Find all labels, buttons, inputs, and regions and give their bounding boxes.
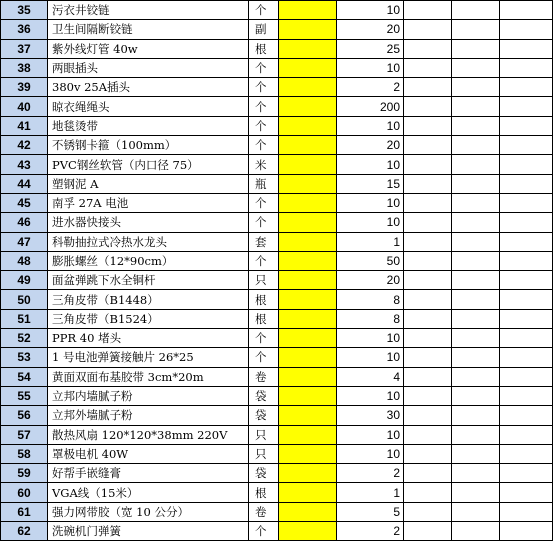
- item-name-cell[interactable]: 膨胀螺丝（12*90cm）: [48, 251, 249, 270]
- empty-cell[interactable]: [500, 78, 553, 97]
- empty-cell[interactable]: [452, 309, 500, 328]
- item-name-cell[interactable]: 晾衣绳绳头: [48, 97, 249, 116]
- table-row: [1, 522, 553, 541]
- empty-cell[interactable]: [404, 39, 452, 58]
- highlighted-empty-cell[interactable]: [279, 329, 337, 348]
- empty-cell[interactable]: [404, 502, 452, 521]
- unit-cell[interactable]: 个: [249, 329, 279, 348]
- empty-cell[interactable]: [452, 444, 500, 463]
- quantity-cell[interactable]: 10: [337, 348, 404, 367]
- table-row: [1, 78, 553, 97]
- item-name-cell[interactable]: 三角皮带（B1524）: [48, 309, 249, 328]
- table-row: [1, 406, 553, 425]
- highlighted-empty-cell[interactable]: [279, 386, 337, 405]
- empty-cell[interactable]: [500, 174, 553, 193]
- table-row: [1, 386, 553, 405]
- row-number-cell[interactable]: 39: [1, 78, 48, 97]
- empty-cell[interactable]: [404, 58, 452, 77]
- table-row: [1, 136, 553, 155]
- empty-cell[interactable]: [500, 406, 553, 425]
- empty-cell[interactable]: [404, 444, 452, 463]
- table-row: [1, 348, 553, 367]
- unit-cell[interactable]: 个: [249, 116, 279, 135]
- item-name-cell[interactable]: 污衣井铰链: [48, 1, 249, 20]
- empty-cell[interactable]: [452, 116, 500, 135]
- item-name-cell[interactable]: 面盆弹跳下水全铜杆: [48, 271, 249, 290]
- quantity-cell[interactable]: 10: [337, 444, 404, 463]
- quantity-cell[interactable]: 5: [337, 502, 404, 521]
- highlighted-empty-cell[interactable]: [279, 309, 337, 328]
- highlighted-empty-cell[interactable]: [279, 213, 337, 232]
- empty-cell[interactable]: [404, 425, 452, 444]
- item-name-cell[interactable]: 立邦外墙腻子粉: [48, 406, 249, 425]
- empty-cell[interactable]: [404, 155, 452, 174]
- empty-cell[interactable]: [500, 522, 553, 541]
- empty-cell[interactable]: [452, 386, 500, 405]
- empty-cell[interactable]: [500, 309, 553, 328]
- quantity-cell[interactable]: 10: [337, 213, 404, 232]
- quantity-cell[interactable]: 10: [337, 386, 404, 405]
- unit-cell[interactable]: 只: [249, 444, 279, 463]
- empty-cell[interactable]: [404, 386, 452, 405]
- row-number-cell[interactable]: 61: [1, 502, 48, 521]
- empty-cell[interactable]: [404, 464, 452, 483]
- unit-cell[interactable]: 袋: [249, 406, 279, 425]
- item-name-cell[interactable]: PPR 40 堵头: [48, 329, 249, 348]
- empty-cell[interactable]: [500, 290, 553, 309]
- empty-cell[interactable]: [452, 522, 500, 541]
- table-row: [1, 502, 553, 521]
- highlighted-empty-cell[interactable]: [279, 425, 337, 444]
- highlighted-empty-cell[interactable]: [279, 290, 337, 309]
- item-name-cell[interactable]: 强力网带胶（宽 10 公分）: [48, 502, 249, 521]
- empty-cell[interactable]: [404, 251, 452, 270]
- unit-cell[interactable]: 副: [249, 20, 279, 39]
- unit-cell[interactable]: 卷: [249, 502, 279, 521]
- row-number-cell[interactable]: 52: [1, 329, 48, 348]
- empty-cell[interactable]: [452, 58, 500, 77]
- unit-cell[interactable]: 袋: [249, 386, 279, 405]
- table-row: [1, 309, 553, 328]
- item-name-cell[interactable]: 洗碗机门弹簧: [48, 522, 249, 541]
- empty-cell[interactable]: [452, 483, 500, 502]
- row-number-cell[interactable]: 47: [1, 232, 48, 251]
- row-number-cell[interactable]: 40: [1, 97, 48, 116]
- quantity-cell[interactable]: 30: [337, 406, 404, 425]
- empty-cell[interactable]: [500, 483, 553, 502]
- unit-cell[interactable]: 瓶: [249, 174, 279, 193]
- empty-cell[interactable]: [404, 290, 452, 309]
- quantity-cell[interactable]: 10: [337, 58, 404, 77]
- highlighted-empty-cell[interactable]: [279, 97, 337, 116]
- item-name-cell[interactable]: 罩极电机 40W: [48, 444, 249, 463]
- empty-cell[interactable]: [500, 213, 553, 232]
- item-name-cell[interactable]: 散热风扇 120*120*38mm 220V: [48, 425, 249, 444]
- table-row: [1, 155, 553, 174]
- table-row: [1, 20, 553, 39]
- row-number-cell[interactable]: 46: [1, 213, 48, 232]
- empty-cell[interactable]: [500, 193, 553, 212]
- empty-cell[interactable]: [404, 136, 452, 155]
- row-number-cell[interactable]: 38: [1, 58, 48, 77]
- empty-cell[interactable]: [404, 329, 452, 348]
- highlighted-empty-cell[interactable]: [279, 116, 337, 135]
- quantity-cell[interactable]: 20: [337, 271, 404, 290]
- row-number-cell[interactable]: 62: [1, 522, 48, 541]
- row-number-cell[interactable]: 60: [1, 483, 48, 502]
- quantity-cell[interactable]: 1: [337, 232, 404, 251]
- unit-cell[interactable]: 个: [249, 522, 279, 541]
- quantity-cell[interactable]: 25: [337, 39, 404, 58]
- unit-cell[interactable]: 个: [249, 213, 279, 232]
- unit-cell[interactable]: 个: [249, 193, 279, 212]
- empty-cell[interactable]: [404, 116, 452, 135]
- empty-cell[interactable]: [500, 58, 553, 77]
- row-number-cell[interactable]: 45: [1, 193, 48, 212]
- empty-cell[interactable]: [404, 271, 452, 290]
- empty-cell[interactable]: [404, 213, 452, 232]
- quantity-cell[interactable]: 50: [337, 251, 404, 270]
- highlighted-empty-cell[interactable]: [279, 271, 337, 290]
- quantity-cell[interactable]: 8: [337, 290, 404, 309]
- highlighted-empty-cell[interactable]: [279, 348, 337, 367]
- empty-cell[interactable]: [404, 78, 452, 97]
- unit-cell[interactable]: 个: [249, 78, 279, 97]
- highlighted-empty-cell[interactable]: [279, 174, 337, 193]
- empty-cell[interactable]: [500, 444, 553, 463]
- empty-cell[interactable]: [404, 20, 452, 39]
- highlighted-empty-cell[interactable]: [279, 78, 337, 97]
- empty-cell[interactable]: [452, 97, 500, 116]
- table-row: [1, 444, 553, 463]
- item-name-cell[interactable]: 1 号电池弹簧接触片 26*25: [48, 348, 249, 367]
- table-row: [1, 116, 553, 135]
- item-name-cell[interactable]: 科勒抽拉式冷热水龙头: [48, 232, 249, 251]
- table-row: [1, 1, 553, 20]
- highlighted-empty-cell[interactable]: [279, 483, 337, 502]
- quantity-cell[interactable]: 15: [337, 174, 404, 193]
- empty-cell[interactable]: [404, 97, 452, 116]
- empty-cell[interactable]: [404, 309, 452, 328]
- highlighted-empty-cell[interactable]: [279, 406, 337, 425]
- empty-cell[interactable]: [452, 251, 500, 270]
- item-name-cell[interactable]: 南孚 27A 电池: [48, 193, 249, 212]
- unit-cell[interactable]: 只: [249, 425, 279, 444]
- table-row: [1, 97, 553, 116]
- empty-cell[interactable]: [404, 348, 452, 367]
- highlighted-empty-cell[interactable]: [279, 444, 337, 463]
- quantity-cell[interactable]: 10: [337, 329, 404, 348]
- empty-cell[interactable]: [452, 232, 500, 251]
- item-name-cell[interactable]: 两眼插头: [48, 58, 249, 77]
- quantity-cell[interactable]: 10: [337, 155, 404, 174]
- item-name-cell[interactable]: PVC钢丝软管（内口径 75）: [48, 155, 249, 174]
- empty-cell[interactable]: [452, 1, 500, 20]
- row-number-cell[interactable]: 42: [1, 136, 48, 155]
- row-number-cell[interactable]: 50: [1, 290, 48, 309]
- empty-cell[interactable]: [500, 425, 553, 444]
- quantity-cell[interactable]: 1: [337, 483, 404, 502]
- quantity-cell[interactable]: 10: [337, 193, 404, 212]
- item-name-cell[interactable]: 三角皮带（B1448）: [48, 290, 249, 309]
- quantity-cell[interactable]: 4: [337, 367, 404, 386]
- empty-cell[interactable]: [500, 329, 553, 348]
- highlighted-empty-cell[interactable]: [279, 58, 337, 77]
- quantity-cell[interactable]: 2: [337, 522, 404, 541]
- empty-cell[interactable]: [452, 502, 500, 521]
- empty-cell[interactable]: [452, 348, 500, 367]
- empty-cell[interactable]: [500, 39, 553, 58]
- table-row: [1, 464, 553, 483]
- highlighted-empty-cell[interactable]: [279, 367, 337, 386]
- item-name-cell[interactable]: 黄面双面布基胶带 3cm*20m: [48, 367, 249, 386]
- empty-cell[interactable]: [500, 232, 553, 251]
- item-name-cell[interactable]: 380v 25A插头: [48, 78, 249, 97]
- table-row: [1, 251, 553, 270]
- item-name-cell[interactable]: 不锈钢卡箍（100mm）: [48, 136, 249, 155]
- table-row: [1, 483, 553, 502]
- table-row: [1, 367, 553, 386]
- unit-cell[interactable]: 根: [249, 39, 279, 58]
- empty-cell[interactable]: [500, 271, 553, 290]
- unit-cell[interactable]: 根: [249, 309, 279, 328]
- highlighted-empty-cell[interactable]: [279, 20, 337, 39]
- table-row: [1, 290, 553, 309]
- empty-cell[interactable]: [452, 290, 500, 309]
- empty-cell[interactable]: [500, 367, 553, 386]
- unit-cell[interactable]: 个: [249, 97, 279, 116]
- empty-cell[interactable]: [452, 329, 500, 348]
- empty-cell[interactable]: [404, 232, 452, 251]
- quantity-cell[interactable]: 20: [337, 20, 404, 39]
- row-number-cell[interactable]: 43: [1, 155, 48, 174]
- highlighted-empty-cell[interactable]: [279, 232, 337, 251]
- empty-cell[interactable]: [452, 78, 500, 97]
- empty-cell[interactable]: [452, 271, 500, 290]
- empty-cell[interactable]: [404, 522, 452, 541]
- empty-cell[interactable]: [452, 213, 500, 232]
- table-row: [1, 193, 553, 212]
- item-name-cell[interactable]: VGA线（15米）: [48, 483, 249, 502]
- quantity-cell[interactable]: 2: [337, 78, 404, 97]
- row-number-cell[interactable]: 36: [1, 20, 48, 39]
- highlighted-empty-cell[interactable]: [279, 251, 337, 270]
- row-number-cell[interactable]: 53: [1, 348, 48, 367]
- empty-cell[interactable]: [452, 367, 500, 386]
- empty-cell[interactable]: [452, 20, 500, 39]
- empty-cell[interactable]: [404, 174, 452, 193]
- table-row: [1, 174, 553, 193]
- quantity-cell[interactable]: 20: [337, 136, 404, 155]
- table-row: [1, 329, 553, 348]
- quantity-cell[interactable]: 10: [337, 1, 404, 20]
- row-number-cell[interactable]: 56: [1, 406, 48, 425]
- item-name-cell[interactable]: 卫生间隔断铰链: [48, 20, 249, 39]
- unit-cell[interactable]: 根: [249, 483, 279, 502]
- row-number-cell[interactable]: 49: [1, 271, 48, 290]
- empty-cell[interactable]: [500, 20, 553, 39]
- highlighted-empty-cell[interactable]: [279, 502, 337, 521]
- unit-cell[interactable]: 个: [249, 1, 279, 20]
- empty-cell[interactable]: [500, 502, 553, 521]
- row-number-cell[interactable]: 59: [1, 464, 48, 483]
- unit-cell[interactable]: 个: [249, 348, 279, 367]
- empty-cell[interactable]: [404, 1, 452, 20]
- empty-cell[interactable]: [500, 386, 553, 405]
- quantity-cell[interactable]: 10: [337, 116, 404, 135]
- item-name-cell[interactable]: 紫外线灯管 40w: [48, 39, 249, 58]
- highlighted-empty-cell[interactable]: [279, 522, 337, 541]
- unit-cell[interactable]: 袋: [249, 464, 279, 483]
- empty-cell[interactable]: [500, 97, 553, 116]
- empty-cell[interactable]: [500, 1, 553, 20]
- item-name-cell[interactable]: 地毯烫带: [48, 116, 249, 135]
- empty-cell[interactable]: [452, 464, 500, 483]
- table-row: [1, 39, 553, 58]
- table-row: [1, 271, 553, 290]
- empty-cell[interactable]: [452, 174, 500, 193]
- item-name-cell[interactable]: 塑钢泥 A: [48, 174, 249, 193]
- highlighted-empty-cell[interactable]: [279, 193, 337, 212]
- row-number-cell[interactable]: 44: [1, 174, 48, 193]
- table-row: [1, 232, 553, 251]
- empty-cell[interactable]: [404, 483, 452, 502]
- row-number-cell[interactable]: 35: [1, 1, 48, 20]
- table-row: [1, 213, 553, 232]
- empty-cell[interactable]: [500, 155, 553, 174]
- unit-cell[interactable]: 个: [249, 251, 279, 270]
- row-number-cell[interactable]: 51: [1, 309, 48, 328]
- highlighted-empty-cell[interactable]: [279, 464, 337, 483]
- empty-cell[interactable]: [452, 39, 500, 58]
- table-row: [1, 425, 553, 444]
- quantity-cell[interactable]: 8: [337, 309, 404, 328]
- quantity-cell[interactable]: 10: [337, 425, 404, 444]
- unit-cell[interactable]: 个: [249, 136, 279, 155]
- row-number-cell[interactable]: 41: [1, 116, 48, 135]
- empty-cell[interactable]: [452, 155, 500, 174]
- empty-cell[interactable]: [404, 367, 452, 386]
- empty-cell[interactable]: [500, 136, 553, 155]
- unit-cell[interactable]: 个: [249, 58, 279, 77]
- quantity-cell[interactable]: 200: [337, 97, 404, 116]
- empty-cell[interactable]: [452, 425, 500, 444]
- item-name-cell[interactable]: 进水器快接头: [48, 213, 249, 232]
- quantity-cell[interactable]: 2: [337, 464, 404, 483]
- unit-cell[interactable]: 米: [249, 155, 279, 174]
- empty-cell[interactable]: [500, 348, 553, 367]
- highlighted-empty-cell[interactable]: [279, 155, 337, 174]
- unit-cell[interactable]: 根: [249, 290, 279, 309]
- unit-cell[interactable]: 套: [249, 232, 279, 251]
- highlighted-empty-cell[interactable]: [279, 39, 337, 58]
- table-row: [1, 58, 553, 77]
- empty-cell[interactable]: [452, 406, 500, 425]
- item-name-cell[interactable]: 立邦内墙腻子粉: [48, 386, 249, 405]
- empty-cell[interactable]: [500, 251, 553, 270]
- empty-cell[interactable]: [404, 193, 452, 212]
- highlighted-empty-cell[interactable]: [279, 1, 337, 20]
- highlighted-empty-cell[interactable]: [279, 136, 337, 155]
- unit-cell[interactable]: 只: [249, 271, 279, 290]
- row-number-cell[interactable]: 55: [1, 386, 48, 405]
- row-number-cell[interactable]: 37: [1, 39, 48, 58]
- row-number-cell[interactable]: 48: [1, 251, 48, 270]
- row-number-cell[interactable]: 54: [1, 367, 48, 386]
- empty-cell[interactable]: [500, 464, 553, 483]
- empty-cell[interactable]: [452, 136, 500, 155]
- empty-cell[interactable]: [452, 193, 500, 212]
- row-number-cell[interactable]: 58: [1, 444, 48, 463]
- item-name-cell[interactable]: 好帮手嵌缝膏: [48, 464, 249, 483]
- table-body: [1, 1, 553, 541]
- row-number-cell[interactable]: 57: [1, 425, 48, 444]
- unit-cell[interactable]: 卷: [249, 367, 279, 386]
- empty-cell[interactable]: [404, 406, 452, 425]
- empty-cell[interactable]: [500, 116, 553, 135]
